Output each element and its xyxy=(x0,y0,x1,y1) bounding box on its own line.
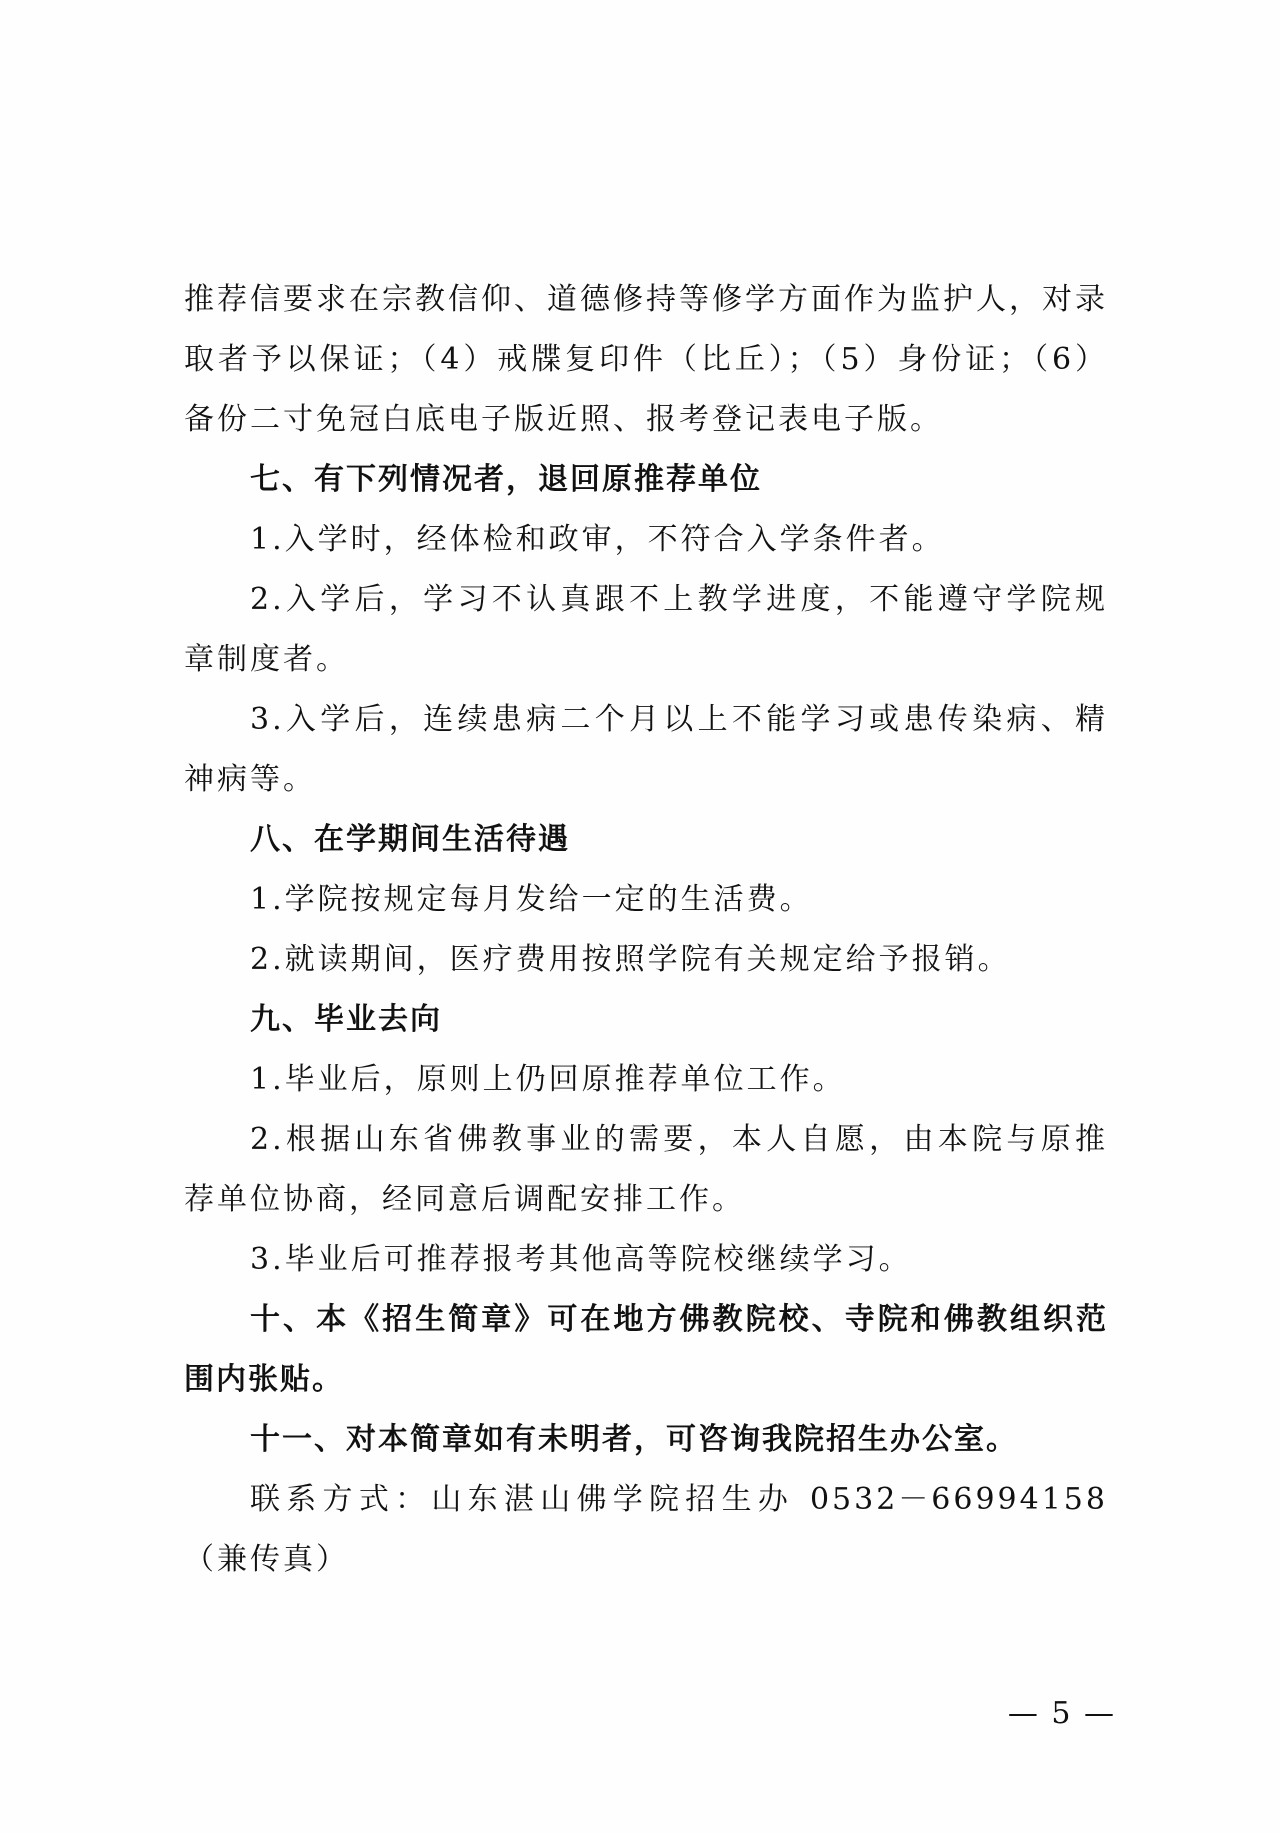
list-item: 2.入学后，学习不认真跟不上教学进度，不能遵守学院规章制度者。 xyxy=(184,582,1108,677)
list-item: 1.学院按规定每月发给一定的生活费。 xyxy=(250,882,813,917)
section-heading-8: 八、在学期间生活待遇 xyxy=(250,822,570,857)
section-heading-7: 七、有下列情况者，退回原推荐单位 xyxy=(250,462,762,497)
section-heading-11: 十一、对本简章如有未明者，可咨询我院招生办公室。 xyxy=(250,1422,1018,1457)
paragraph-recommendation-requirements: 推荐信要求在宗教信仰、道德修持等修学方面作为监护人，对录取者予以保证；（4）戒牒复印件（比丘）；（5）身份证；（6）备份二寸免冠白底电子版近照、报考登记表电子版。 xyxy=(184,282,1108,437)
list-item: 2.根据山东省佛教事业的需要，本人自愿，由本院与原推荐单位协商，经同意后调配安排工作。 xyxy=(184,1122,1108,1217)
list-item: 1.毕业后，原则上仍回原推荐单位工作。 xyxy=(250,1062,846,1097)
list-item: 3.毕业后可推荐报考其他高等院校继续学习。 xyxy=(250,1242,912,1277)
section-heading-9: 九、毕业去向 xyxy=(250,1002,442,1037)
list-item: 2.就读期间，医疗费用按照学院有关规定给予报销。 xyxy=(250,942,1011,977)
page-number: — 5 — xyxy=(1007,1696,1116,1731)
document-body xyxy=(184,270,1108,1590)
contact-info: 联系方式：山东湛山佛学院招生办 0532－66994158（兼传真） xyxy=(184,1482,1108,1577)
list-item: 3.入学后，连续患病二个月以上不能学习或患传染病、精神病等。 xyxy=(184,702,1108,797)
section-heading-10: 十、本《招生简章》可在地方佛教院校、寺院和佛教组织范围内张贴。 xyxy=(184,1302,1108,1397)
list-item: 1.入学时，经体检和政审，不符合入学条件者。 xyxy=(250,522,945,557)
